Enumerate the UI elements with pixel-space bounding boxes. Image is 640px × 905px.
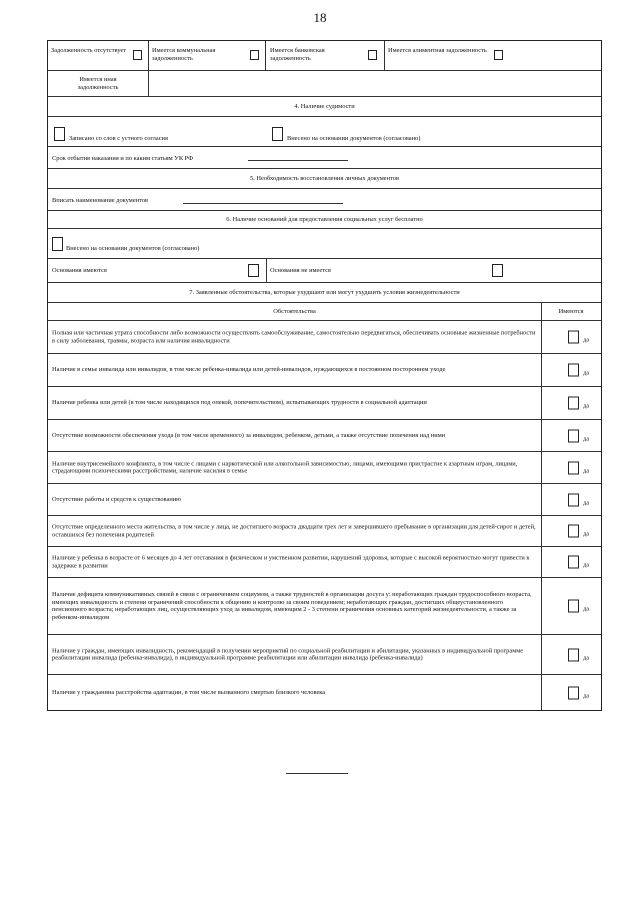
section5-title-text: 5. Необходимость восстановления личных документов: [249, 175, 399, 182]
circumstance-yes-label: да: [583, 403, 589, 410]
circumstance-yes-label: да: [583, 468, 589, 474]
circumstance-yes-label: да: [583, 436, 589, 442]
circumstance-mark: [568, 556, 589, 569]
circumstance-checkbox[interactable]: [568, 397, 579, 410]
circumstance-mark: [568, 648, 589, 661]
conviction-docs-checkbox[interactable]: [272, 127, 283, 141]
circumstance-text: Наличие у гражданина расстройства адаптации, в том числе вызванного смертью близкого человека: [52, 688, 326, 696]
debt-label-communal: Имеется коммунальная задолженность: [152, 47, 216, 62]
circumstance-checkbox[interactable]: [568, 461, 579, 474]
debt-alimony-checkbox[interactable]: [494, 50, 503, 60]
col-header-circumstances: Обстоятельства: [273, 308, 316, 315]
conviction-words-checkbox[interactable]: [54, 127, 65, 141]
circumstance-row: [48, 452, 601, 484]
debt-label-other: Имеется иная задолженность: [77, 76, 119, 91]
circumstance-checkbox[interactable]: [568, 364, 579, 377]
section4-options: [48, 117, 601, 147]
circumstance-text: Наличие у ребенка в возрасте от 6 месяцев до 4 лет отставания в физическом и умственном развитии, нарушений здоровья, которые с высокой вероятностью могут привести к задержке в развитии: [52, 554, 530, 569]
debt-label-none: Задолженность отсутствует: [51, 47, 127, 54]
section7-header-row: [48, 303, 601, 321]
col-header-present: Имеются: [558, 308, 584, 315]
circumstance-mark: [568, 364, 589, 377]
circumstance-row: [48, 578, 601, 635]
circumstance-yes-label: да: [583, 531, 589, 538]
grounds-no-checkbox[interactable]: [492, 264, 503, 277]
circumstance-yes-label: да: [583, 370, 589, 377]
circumstance-mark: [568, 525, 589, 538]
circumstance-mark: [568, 397, 589, 410]
circumstance-yes-label: да: [583, 337, 589, 344]
circumstance-checkbox[interactable]: [568, 600, 579, 613]
page-number: 18: [313, 10, 327, 25]
section5-field-row: [48, 189, 601, 211]
debts-row: [48, 41, 601, 71]
circumstance-yes-label: да: [583, 562, 589, 569]
debt-none-checkbox[interactable]: [133, 50, 142, 60]
free-services-docs-label: Внесено на основании документов (согласовано): [66, 245, 200, 252]
circumstance-text: Наличие в семье инвалида или инвалидов, в том числе ребенка-инвалида или детей-инвалидов, нуждающихся в постоянном постороннем уходе: [52, 366, 446, 374]
circumstance-mark: [568, 686, 589, 699]
section4-term-row: [48, 147, 601, 169]
circumstance-checkbox[interactable]: [568, 429, 579, 442]
circumstances-list: [48, 321, 601, 710]
circumstance-mark: [568, 331, 589, 344]
circumstance-mark: [568, 600, 589, 613]
circumstance-checkbox[interactable]: [568, 331, 579, 344]
conviction-docs-label: Внесено на основании документов (согласовано): [287, 135, 421, 142]
circumstance-mark: [568, 493, 589, 506]
debt-communal-checkbox[interactable]: [250, 50, 259, 60]
circumstance-checkbox[interactable]: [568, 648, 579, 661]
circumstance-row: [48, 387, 601, 420]
circumstance-text: Отсутствие работы и средств к существованию: [52, 495, 181, 503]
circumstance-mark: [568, 461, 589, 474]
circumstance-row: [48, 516, 601, 547]
circumstance-text: Полная или частичная утрата способности либо возможности осуществлять самообслуживание, самостоятельно передвигаться, обеспечивать основные жизненные потребности в силу заболевания, травмы, возраста или наличия инвалидности: [52, 329, 536, 344]
section6-title: [48, 211, 601, 229]
circumstance-row: [48, 420, 601, 452]
section4-title: [48, 97, 601, 117]
section6-grounds-row: [48, 259, 601, 283]
documents-name-label: Вписать наименование документов: [52, 197, 149, 204]
documents-name-field[interactable]: [183, 197, 343, 204]
section5-title: [48, 169, 601, 189]
circumstance-checkbox[interactable]: [568, 525, 579, 538]
circumstance-yes-label: да: [583, 606, 589, 613]
signature-line: [286, 773, 348, 774]
debt-bank-checkbox[interactable]: [368, 50, 377, 60]
circumstance-yes-label: да: [583, 693, 589, 699]
circumstance-yes-label: да: [583, 655, 589, 661]
debt-label-bank: Имеется банковская задолженность: [270, 47, 325, 62]
conviction-term-label: Срок отбытия наказания и по каким статьям УК РФ: [52, 155, 194, 162]
circumstance-text: Наличие ребенка или детей (в том числе находящихся под опекой, попечительством), испытывающих трудности в социальной адаптации: [52, 399, 427, 407]
grounds-yes-label: Основания имеются: [52, 267, 107, 274]
circumstance-mark: [568, 429, 589, 442]
circumstance-checkbox[interactable]: [568, 686, 579, 699]
circumstance-yes-label: да: [583, 500, 589, 506]
circumstance-row: [48, 321, 601, 354]
circumstance-text: Наличие внутрисемейного конфликта, в том числе с лицами с наркотической или алкогольной зависимостью, лицами, имеющими пристрастие к азартным играм, лицами, страдающими психическими расстройствами, наличие насилия в семье: [52, 459, 518, 475]
circumstance-row: [48, 484, 601, 516]
section4-title-text: 4. Наличие судимости: [294, 103, 355, 110]
social-assessment-form: [47, 40, 602, 711]
circumstance-row: [48, 635, 601, 675]
circumstance-checkbox[interactable]: [568, 556, 579, 569]
free-services-docs-checkbox[interactable]: [52, 237, 63, 251]
grounds-no-label: Основания не имеется: [270, 267, 331, 274]
circumstance-row: [48, 675, 601, 710]
circumstance-checkbox[interactable]: [568, 493, 579, 506]
conviction-term-field[interactable]: [248, 154, 348, 161]
grounds-yes-checkbox[interactable]: [248, 264, 259, 277]
section7-title: [48, 283, 601, 303]
circumstance-text: Отсутствие определенного места жительства, в том числе у лица, не достигшего возраста двадцати трех лет и завершившего пребывание в организации для детей-сирот и детей, оставшихся без попечения родителей: [52, 523, 536, 538]
section6-title-text: 6. Наличие оснований для предоставления социальных услуг бесплатно: [226, 216, 423, 223]
circumstance-text: Отсутствие возможности обеспечения ухода (в том числе временного) за инвалидом, ребенком, детьми, а также отсутствие попечения над ними: [52, 431, 446, 439]
circumstance-row: [48, 354, 601, 387]
circumstance-text: Наличие у граждан, имеющих инвалидность, рекомендаций в получении мероприятий по социальной реабилитации и абилитации, указанных в индивидуальной программе реабилитации инвалида (ребенка-инвалида), в индивидуальной программе реабилитации или абилитации инвалида (ребенка-инвалида): [52, 646, 524, 662]
circumstance-row: [48, 547, 601, 578]
debt-other-row: [48, 71, 601, 97]
conviction-words-label: Записано со слов с устного согласия: [69, 135, 168, 142]
debt-label-alimony: Имеется алиментная задолженность: [388, 47, 487, 54]
circumstance-text: Наличие дефицита коммуникативных связей в связи с ограничением социумом, а также трудностей в организации досуга у: неработающих граждан трудоспособного возраста, имеющих инвалидность и степени ограничений способности к общению и контролю за своим поведением; неработающих граждан, достигших общеустановленного пенсионного возраста; неработающих лиц, осуществляющих уход за инвалидом, имеющим 2 - 3 степени ограничения основных категорий жизнедеятельности, а также за ребенком-инвалидом: [52, 590, 532, 621]
section6-docs-row: [48, 229, 601, 259]
section7-title-text: 7. Заявленные обстоятельства, которые ухудшают или могут ухудшить условия жизнедеятельности: [189, 289, 460, 296]
